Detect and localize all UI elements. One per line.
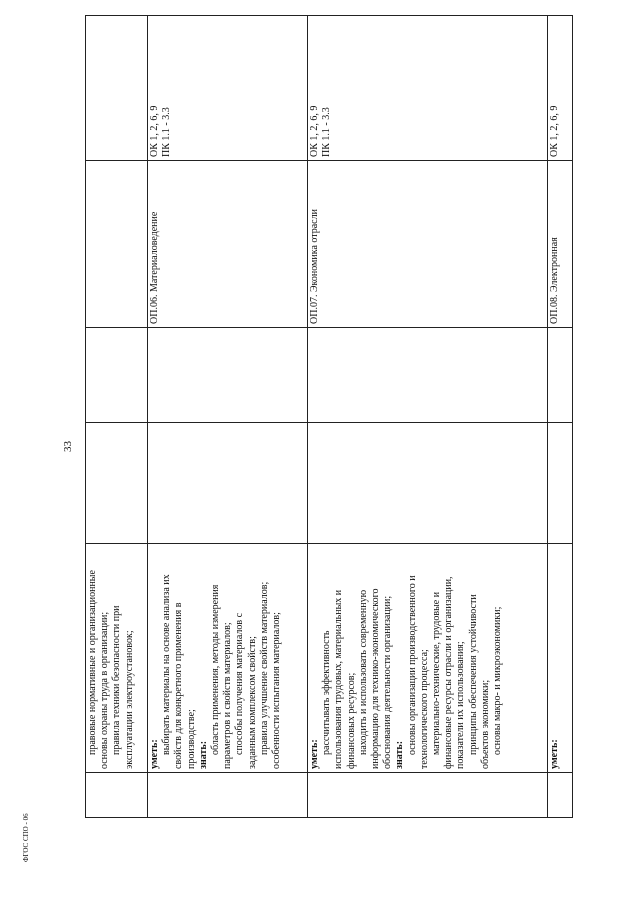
requirement-line: находить и использовать современную	[357, 589, 369, 755]
requirement-line: производстве;	[185, 709, 197, 769]
requirement-line: параметров и свойств материалов;	[222, 622, 234, 769]
requirement-line: основы охраны труда в организации;	[99, 611, 111, 769]
requirement-line: правила улучшение свойств материалов;	[258, 581, 270, 755]
empty-cell	[148, 423, 308, 544]
requirement-line: уметь:	[549, 739, 560, 769]
requirement-line: особенности испытания материалов;	[271, 612, 283, 769]
requirement-line: выбирать материалы на основе анализа их	[161, 574, 173, 755]
competencies-cell: ОК 1, 2, 6, 9 ПК 1.1 - 3.3	[148, 16, 308, 161]
requirement-line: свойств для конкретного применения в	[173, 602, 185, 769]
competencies-cell: ОК 1, 2, 6, 9 ПК 1.1 - 3.3	[308, 16, 548, 161]
requirement-line: уметь:	[309, 739, 320, 769]
requirement-line: правила техники безопасности при	[111, 605, 123, 755]
page-number: 33	[62, 441, 74, 452]
discipline-cell	[86, 161, 148, 328]
empty-cell	[308, 328, 548, 423]
standards-table	[85, 15, 573, 818]
requirement-line: материально-технические, трудовые и	[431, 591, 443, 755]
footer-label: ФГОС СПО - 06	[22, 813, 30, 862]
rotated-table-wrapper	[85, 58, 572, 818]
empty-cell	[308, 423, 548, 544]
requirement-line: финансовых ресурсов;	[345, 672, 357, 769]
requirement-line: знать:	[197, 740, 209, 769]
requirements-cell	[86, 544, 148, 773]
table-row	[148, 16, 308, 818]
requirement-line: эксплуатации электроустановок;	[123, 630, 135, 769]
index-cell	[148, 773, 308, 818]
requirement-line: правовые нормативные и организационные	[87, 570, 98, 755]
empty-cell	[548, 423, 573, 544]
requirement-line: финансовые ресурсы отрасли и организации,	[443, 576, 455, 769]
table-row	[308, 16, 548, 818]
index-cell	[308, 773, 548, 818]
requirement-line: технологического процесса;	[418, 649, 430, 769]
index-cell	[86, 773, 148, 818]
requirement-line: основы организации производственного и	[406, 575, 418, 755]
requirement-line: уметь:	[149, 739, 160, 769]
table-body	[86, 16, 573, 818]
requirement-line: область применения, методы измерения	[210, 584, 222, 755]
empty-cell	[86, 328, 148, 423]
table-row	[548, 16, 573, 818]
competencies-cell: ОК 1, 2, 6, 9	[548, 16, 573, 161]
discipline-cell: ОП.07. Экономика отрасли	[308, 161, 548, 328]
empty-cell	[148, 328, 308, 423]
requirement-line: принципы обеспечения устойчивости	[467, 594, 479, 755]
requirement-line: знать:	[394, 740, 406, 769]
requirement-line: показатели их использования;	[455, 641, 467, 769]
requirement-line: основы макро- и микроэкономики;	[492, 606, 504, 755]
requirements-cell	[148, 544, 308, 773]
competencies-cell	[86, 16, 148, 161]
requirement-line: рассчитывать эффективность	[321, 630, 333, 755]
requirement-line: способы получения материалов с	[234, 612, 246, 755]
requirements-cell	[548, 544, 573, 773]
index-cell	[548, 773, 573, 818]
empty-cell	[548, 328, 573, 423]
discipline-cell: ОП.06. Материаловедение	[148, 161, 308, 328]
table-row	[86, 16, 148, 818]
requirement-line: обоснования деятельности организации;	[382, 595, 394, 769]
requirement-line: заданным комплексом свойств;	[246, 636, 258, 769]
discipline-cell: ОП.08. Электронная	[548, 161, 573, 328]
requirement-line: объектов экономики;	[479, 679, 491, 769]
requirement-line: информацию для технико-экономического	[370, 588, 382, 769]
empty-cell	[86, 423, 148, 544]
requirement-line: использования трудовых, материальных и	[333, 589, 345, 769]
requirements-cell	[308, 544, 548, 773]
